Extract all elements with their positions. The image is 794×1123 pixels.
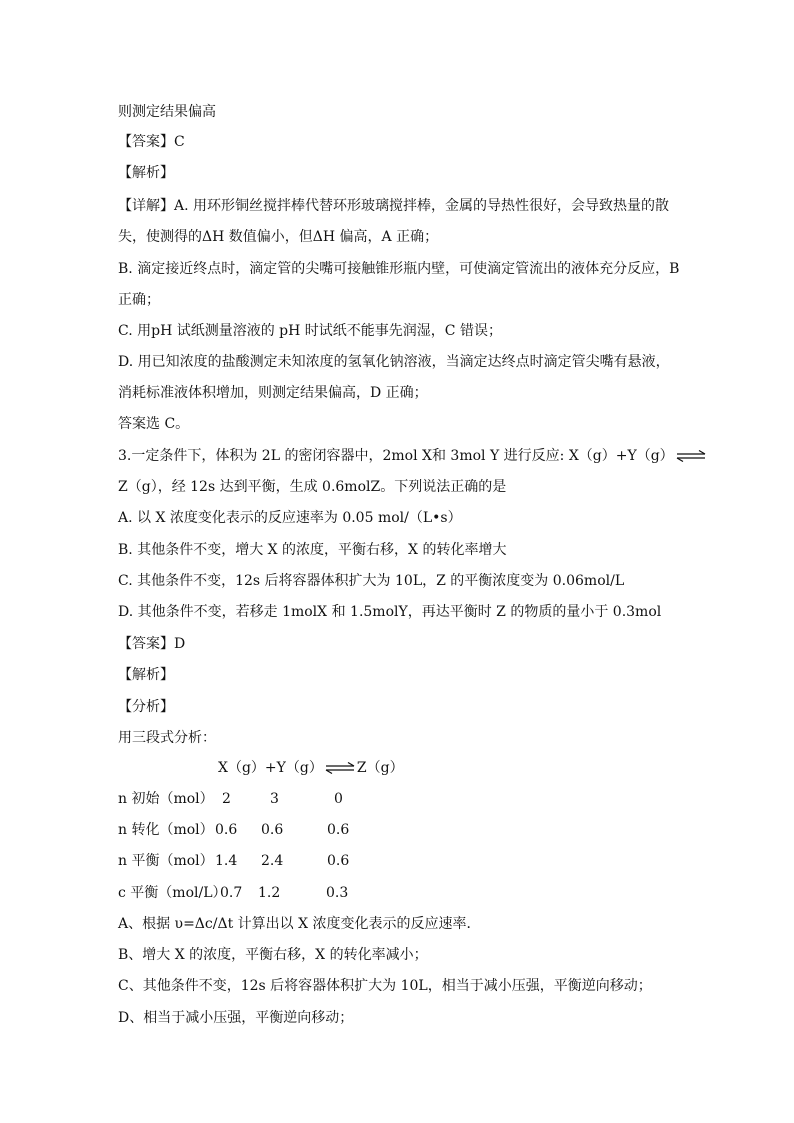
row-label: n 初始（mol） [118, 791, 214, 807]
question-3-stem [118, 446, 708, 466]
option-d: D. 其他条件不变，若移走 1molX 和 1.5molY，再达平衡时 Z 的物质的量小于 0.3mol [118, 604, 662, 620]
row-label: n 平衡（mol） [118, 853, 214, 869]
text-line: 用三段式分析： [118, 730, 216, 746]
equation [218, 758, 404, 778]
question-3-text: Z（g），经 12s 达到平衡，生成 0.6molZ。下列说法正确的是 [118, 479, 507, 495]
cell-x: 1.4 [215, 853, 238, 869]
table-row [118, 851, 418, 871]
row-label: n 转化（mol） [118, 822, 214, 838]
answer-choice: 答案选 C。 [118, 416, 190, 432]
cell-x: 0.7 [220, 885, 243, 901]
cell-z: 0 [334, 791, 343, 807]
cell-y: 1.2 [258, 885, 281, 901]
option-a: A. 以 X 浓度变化表示的反应速率为 0.05 mol/（L•s） [118, 510, 462, 526]
text-line: 【详解】A. 用环形铜丝搅拌棒代替环形玻璃搅拌棒，金属的导热性很好，会导致热量的散 [118, 198, 670, 214]
text-line: A、根据 υ=Δc/Δt 计算出以 X 浓度变化表示的反应速率． [118, 916, 481, 932]
analysis-label: 【解析】 [118, 165, 174, 181]
cell-z: 0.6 [327, 853, 350, 869]
equation-product: Z（g） [356, 760, 404, 776]
row-label: c 平衡（mol/L） [118, 885, 227, 901]
text-line: D、相当于减小压强，平衡逆向移动； [118, 1010, 354, 1026]
equilibrium-arrow-icon [676, 450, 706, 462]
cell-y: 3 [270, 791, 279, 807]
text-line: 则测定结果偏高 [118, 104, 216, 120]
text-line: 正确； [118, 292, 160, 308]
text-line: C. 用pH 试纸测量溶液的 pH 时试纸不能事先润湿，C 错误； [118, 323, 502, 339]
text-line: 消耗标准液体积增加，则测定结果偏高，D 正确； [118, 385, 428, 401]
option-c: C. 其他条件不变，12s 后将容器体积扩大为 10L，Z 的平衡浓度变为 0.06mol/L [118, 573, 625, 589]
answer-label: 【答案】C [118, 134, 185, 150]
analysis-heading: 【分析】 [118, 699, 174, 715]
cell-z: 0.6 [327, 822, 350, 838]
cell-x: 0.6 [215, 822, 238, 838]
question-3-text: 3.一定条件下，体积为 2L 的密闭容器中，2mol X和 3mol Y 进行反应: X（g）+Y（g） [118, 448, 674, 464]
cell-y: 2.4 [261, 853, 284, 869]
text-line: B. 滴定接近终点时，滴定管的尖嘴可接触锥形瓶内壁，可使滴定管流出的液体充分反应，B [118, 261, 680, 277]
equilibrium-arrow-icon [325, 762, 355, 774]
cell-x: 2 [222, 791, 231, 807]
table-row [118, 820, 418, 840]
cell-z: 0.3 [326, 885, 349, 901]
answer-label: 【答案】D [118, 636, 186, 652]
table-row [118, 883, 418, 903]
equation-reactants: X（g）+Y（g） [218, 760, 323, 776]
analysis-label: 【解析】 [118, 667, 174, 683]
text-line: D. 用已知浓度的盐酸测定未知浓度的氢氧化钠溶液，当滴定达终点时滴定管尖嘴有悬液， [118, 354, 670, 370]
cell-y: 0.6 [261, 822, 284, 838]
text-line: B、增大 X 的浓度，平衡右移，X 的转化率减小； [118, 947, 428, 963]
option-b: B. 其他条件不变，增大 X 的浓度，平衡右移，X 的转化率增大 [118, 542, 507, 558]
table-row [118, 789, 418, 809]
text-line: 失，使测得的ΔH 数值偏小，但ΔH 偏高，A 正确； [118, 229, 439, 245]
text-line: C、其他条件不变，12s 后将容器体积扩大为 10L，相当于减小压强，平衡逆向移动； [118, 978, 652, 994]
